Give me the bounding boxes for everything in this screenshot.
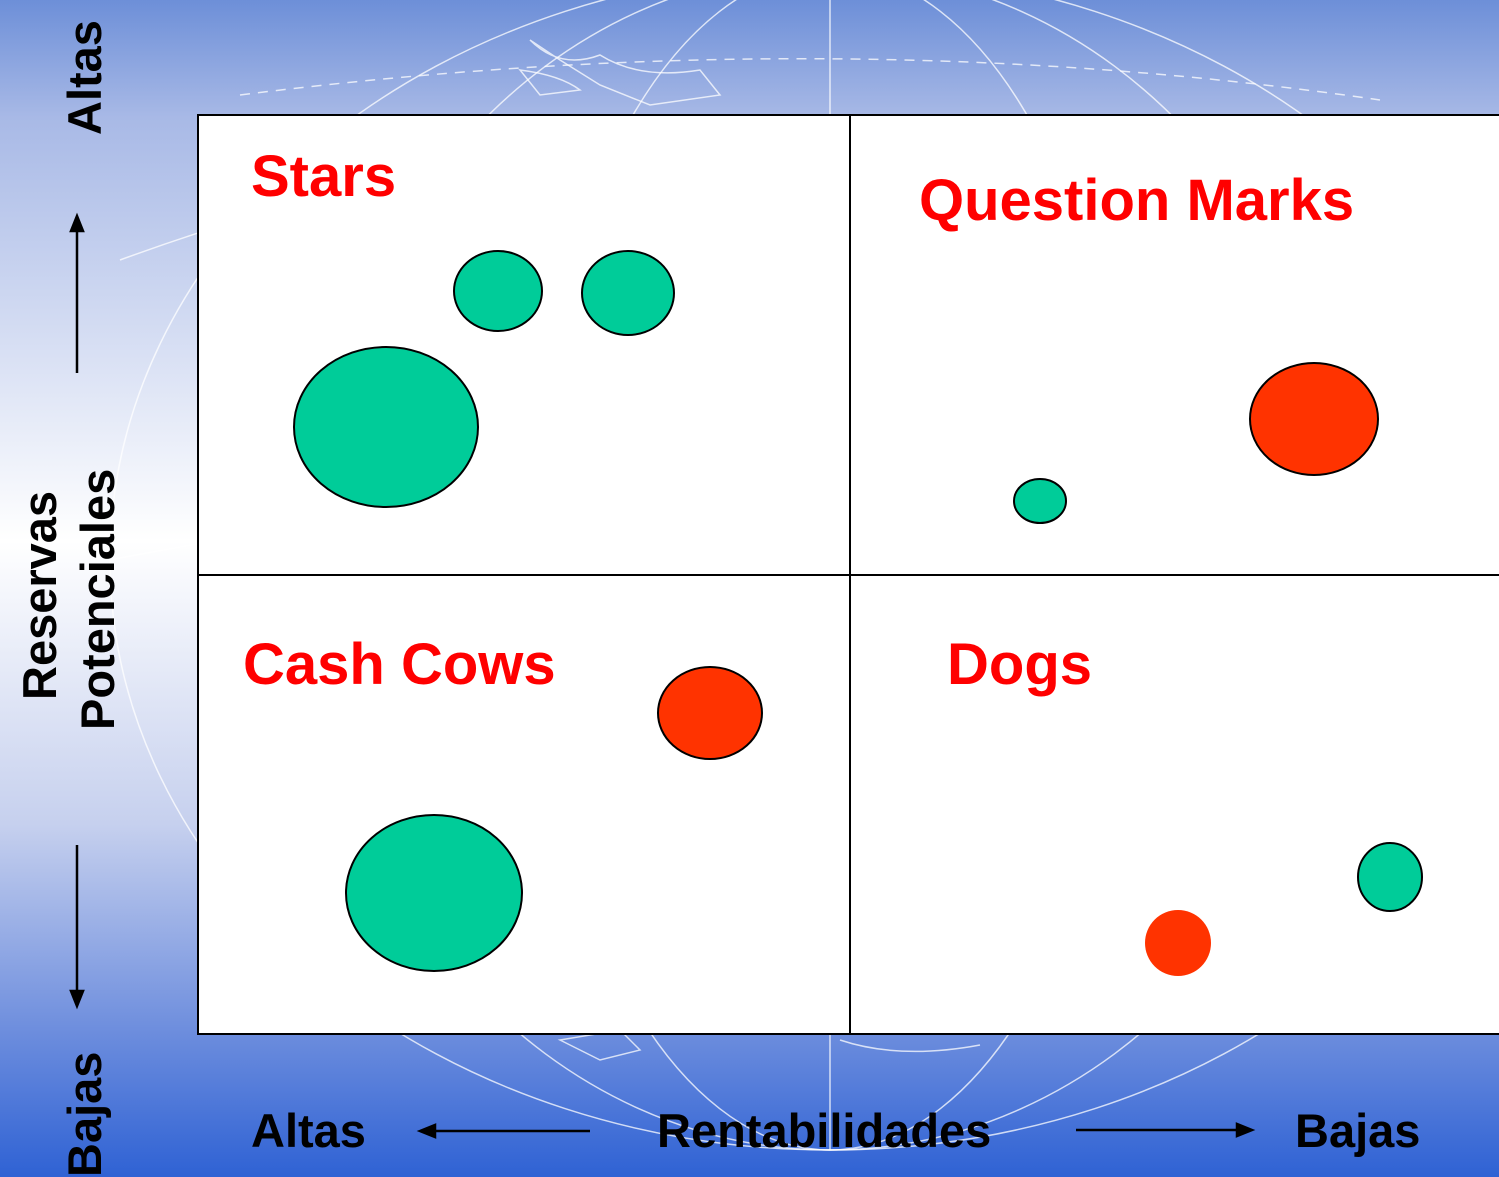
y-axis-high-label: Altas [58,20,111,135]
y-axis-up-arrow [71,216,83,373]
bubble-dogs-1 [1358,843,1422,911]
x-axis-high-label: Altas [251,1104,366,1157]
bubble-question-1 [1250,363,1378,475]
bubble-dogs-2 [1145,910,1211,976]
y-axis-down-arrow [71,845,83,1006]
bubble-question-2 [1014,479,1066,523]
y-axis-title-line2: Potenciales [71,468,124,730]
bubble-cows-1 [658,667,762,759]
x-axis-right-arrow [1076,1124,1252,1136]
y-axis-title-line1: Reservas [13,490,66,700]
quadrant-title-dogs: Dogs [947,632,1092,697]
bubble-cows-2 [346,815,522,971]
quadrant-title-question-marks: Question Marks [919,168,1355,233]
bubble-stars-1 [454,251,542,331]
bubble-stars-2 [582,251,674,335]
x-axis-left-arrow [420,1125,590,1137]
quadrant-title-cash-cows: Cash Cows [243,632,556,697]
quadrant-title-stars: Stars [251,144,397,209]
x-axis-title: Rentabilidades [657,1104,992,1157]
bubble-stars-3 [294,347,478,507]
x-axis-low-label: Bajas [1295,1104,1421,1157]
y-axis-low-label: Bajas [58,1051,111,1177]
